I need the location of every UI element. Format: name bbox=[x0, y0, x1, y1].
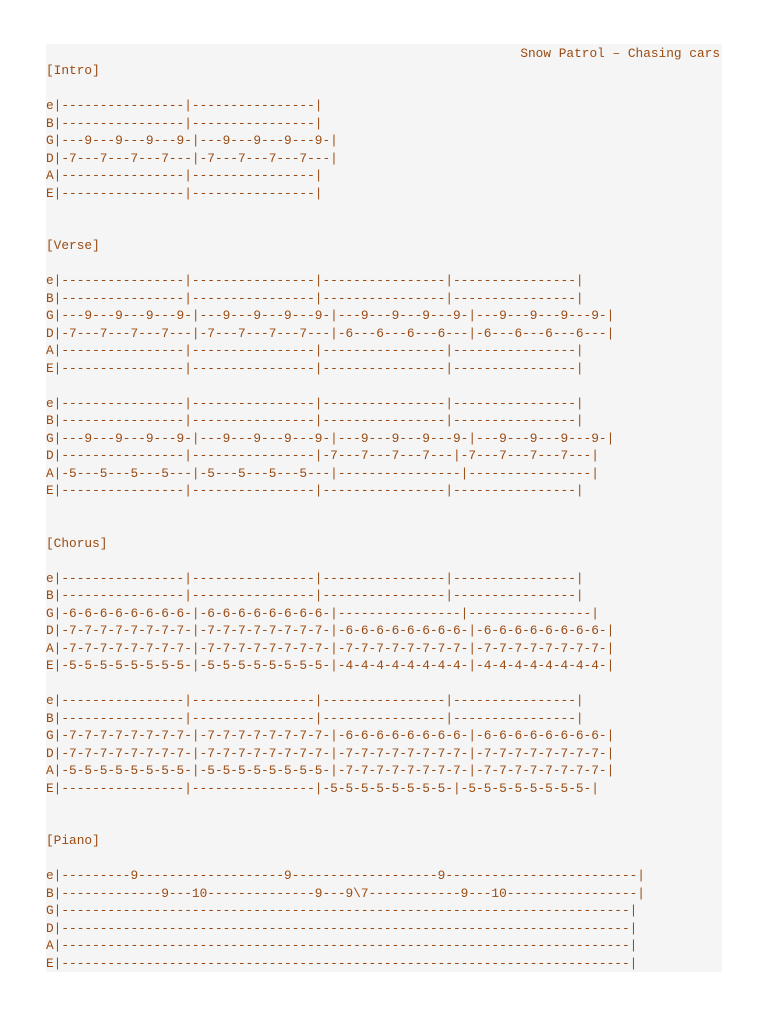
tablature-body: [Intro] e|----------------|----------------| B|----------------|----------------| G|---9---9---9---9-|---9---9---9---9-| D|-7---7---7---7---|-7---7---7---7---| A|----------------|----------------| E|----------------|----------------| [Verse] e|----------------|----------------|----------------|----------------| B|----------------|----------------|----------------|----------------| G|---9---9---9---9-|---9---9---9---9-|---9---9---9---9-|---9---9---9---9-| D|-7---7---7---7---|-7---7---7---7---|-6---6---6---6---|-6---6---6---6---| A|----------------|----------------|----------------|----------------| E|----------------|----------------|----------------|----------------| e|----------------|----------------|----------------|----------------| B|----------------|----------------|----------------|----------------| G|---9---9---9---9-|---9---9---9---9-|---9---9---9---9-|---9---9---9---9-| D|----------------|----------------|-7---7---7---7---|-7---7---7---7---| A|-5---5---5---5---|-5---5---5---5---|----------------|----------------| E|----------------|----------------|----------------|----------------| [Chorus] e|----------------|----------------|----------------|----------------| B|----------------|----------------|----------------|----------------| G|-6-6-6-6-6-6-6-6-|-6-6-6-6-6-6-6-6-|----------------|----------------| D|-7-7-7-7-7-7-7-7-|-7-7-7-7-7-7-7-7-|-6-6-6-6-6-6-6-6-|-6-6-6-6-6-6-6-6-| A|-7-7-7-7-7-7-7-7-|-7-7-7-7-7-7-7-7-|-7-7-7-7-7-7-7-7-|-7-7-7-7-7-7-7-7-| E|-5-5-5-5-5-5-5-5-|-5-5-5-5-5-5-5-5-|-4-4-4-4-4-4-4-4-|-4-4-4-4-4-4-4-4-| e|----------------|----------------|----------------|----------------| B|----------------|----------------|----------------|----------------| G|-7-7-7-7-7-7-7-7-|-7-7-7-7-7-7-7-7-|-6-6-6-6-6-6-6-6-|-6-6-6-6-6-6-6-6-| D|-7-7-7-7-7-7-7-7-|-7-7-7-7-7-7-7-7-|-7-7-7-7-7-7-7-7-|-7-7-7-7-7-7-7-7-| A|-5-5-5-5-5-5-5-5-|-5-5-5-5-5-5-5-5-|-7-7-7-7-7-7-7-7-|-7-7-7-7-7-7-7-7-| E|----------------|----------------|-5-5-5-5-5-5-5-5-|-5-5-5-5-5-5-5-5-| [Piano] e|---------9-------------------9-------------------9-------------------------| B|-------------9---10--------------9---9\7------------9---10-----------------| G|--------------------------------------------------------------------------| D|--------------------------------------------------------------------------| A|--------------------------------------------------------------------------| E|--------------------------------------------------------------------------| bbox=[46, 63, 645, 971]
song-title: Snow Patrol – Chasing cars bbox=[520, 46, 720, 61]
tab-sheet bbox=[46, 44, 722, 972]
